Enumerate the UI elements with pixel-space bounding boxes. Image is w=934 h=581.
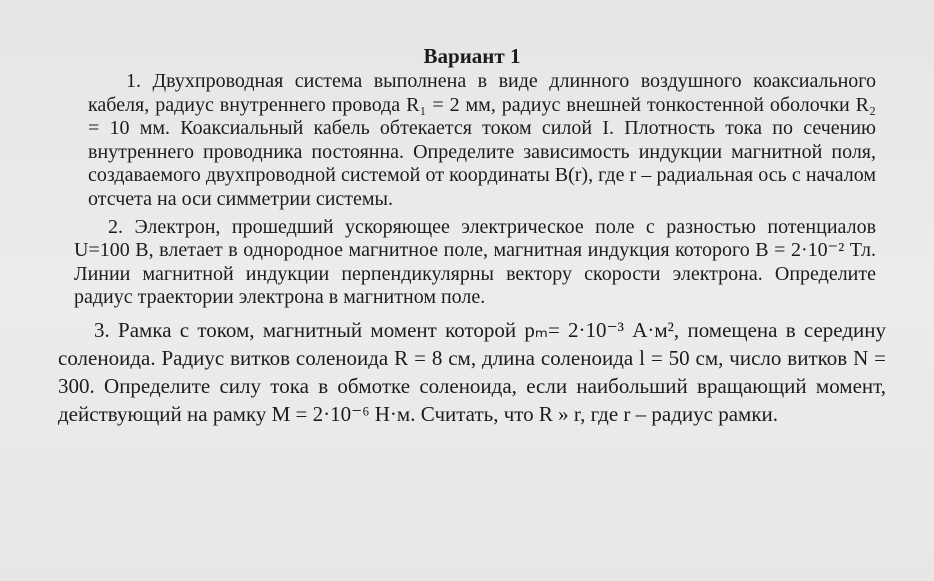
problem-2-number: 2. bbox=[108, 215, 123, 238]
problem-3-text: Рамка с током, магнитный момент которой pₘ= 2·10⁻³ А·м², помещена в середину соленоида. Радиус витков соленоида R = 8 см, длина соленоида l = 50 см, число витков N = 300. Определите силу тока в обмотке соленоида, если наибольший вращающий момент, действующий на рамку M = 2·10⁻⁶ Н·м. Считать, что R » r, где r – радиус рамки. bbox=[58, 317, 887, 426]
problem-1-text: Двухпроводная система выполнена в виде длинного воздушного коаксиального кабеля, радиус внутреннего провода R₁ = 2 мм, радиус внешней тонкостенной оболочки R₂ = 10 мм. Коаксиальный кабель обтекается током силой I. Плотность тока по сечению внутреннего проводника постоянна. Определите зависимость индукции магнитной поля, создаваемого двухпроводной системой от координаты B(r), где r – радиальная ось с началом отсчета на оси симметрии системы. bbox=[88, 70, 877, 210]
problem-1-number: 1. bbox=[126, 70, 141, 92]
variant-title: Вариант 1 bbox=[423, 44, 521, 68]
problem-1 bbox=[58, 70, 886, 212]
problem-3 bbox=[58, 316, 886, 428]
problem-3-number: 3. bbox=[94, 317, 110, 342]
problem-2 bbox=[58, 216, 886, 310]
problem-2-text: Электрон, прошедший ускоряющее электрическое поле с разностью потенциалов U=100 В, влетает в однородное магнитное поле, магнитная индукция которого B = 2·10⁻² Тл. Линии магнитной индукции перпендикулярны вектору скорости электрона. Определите радиус траектории электрона в магнитном поле. bbox=[74, 215, 877, 309]
